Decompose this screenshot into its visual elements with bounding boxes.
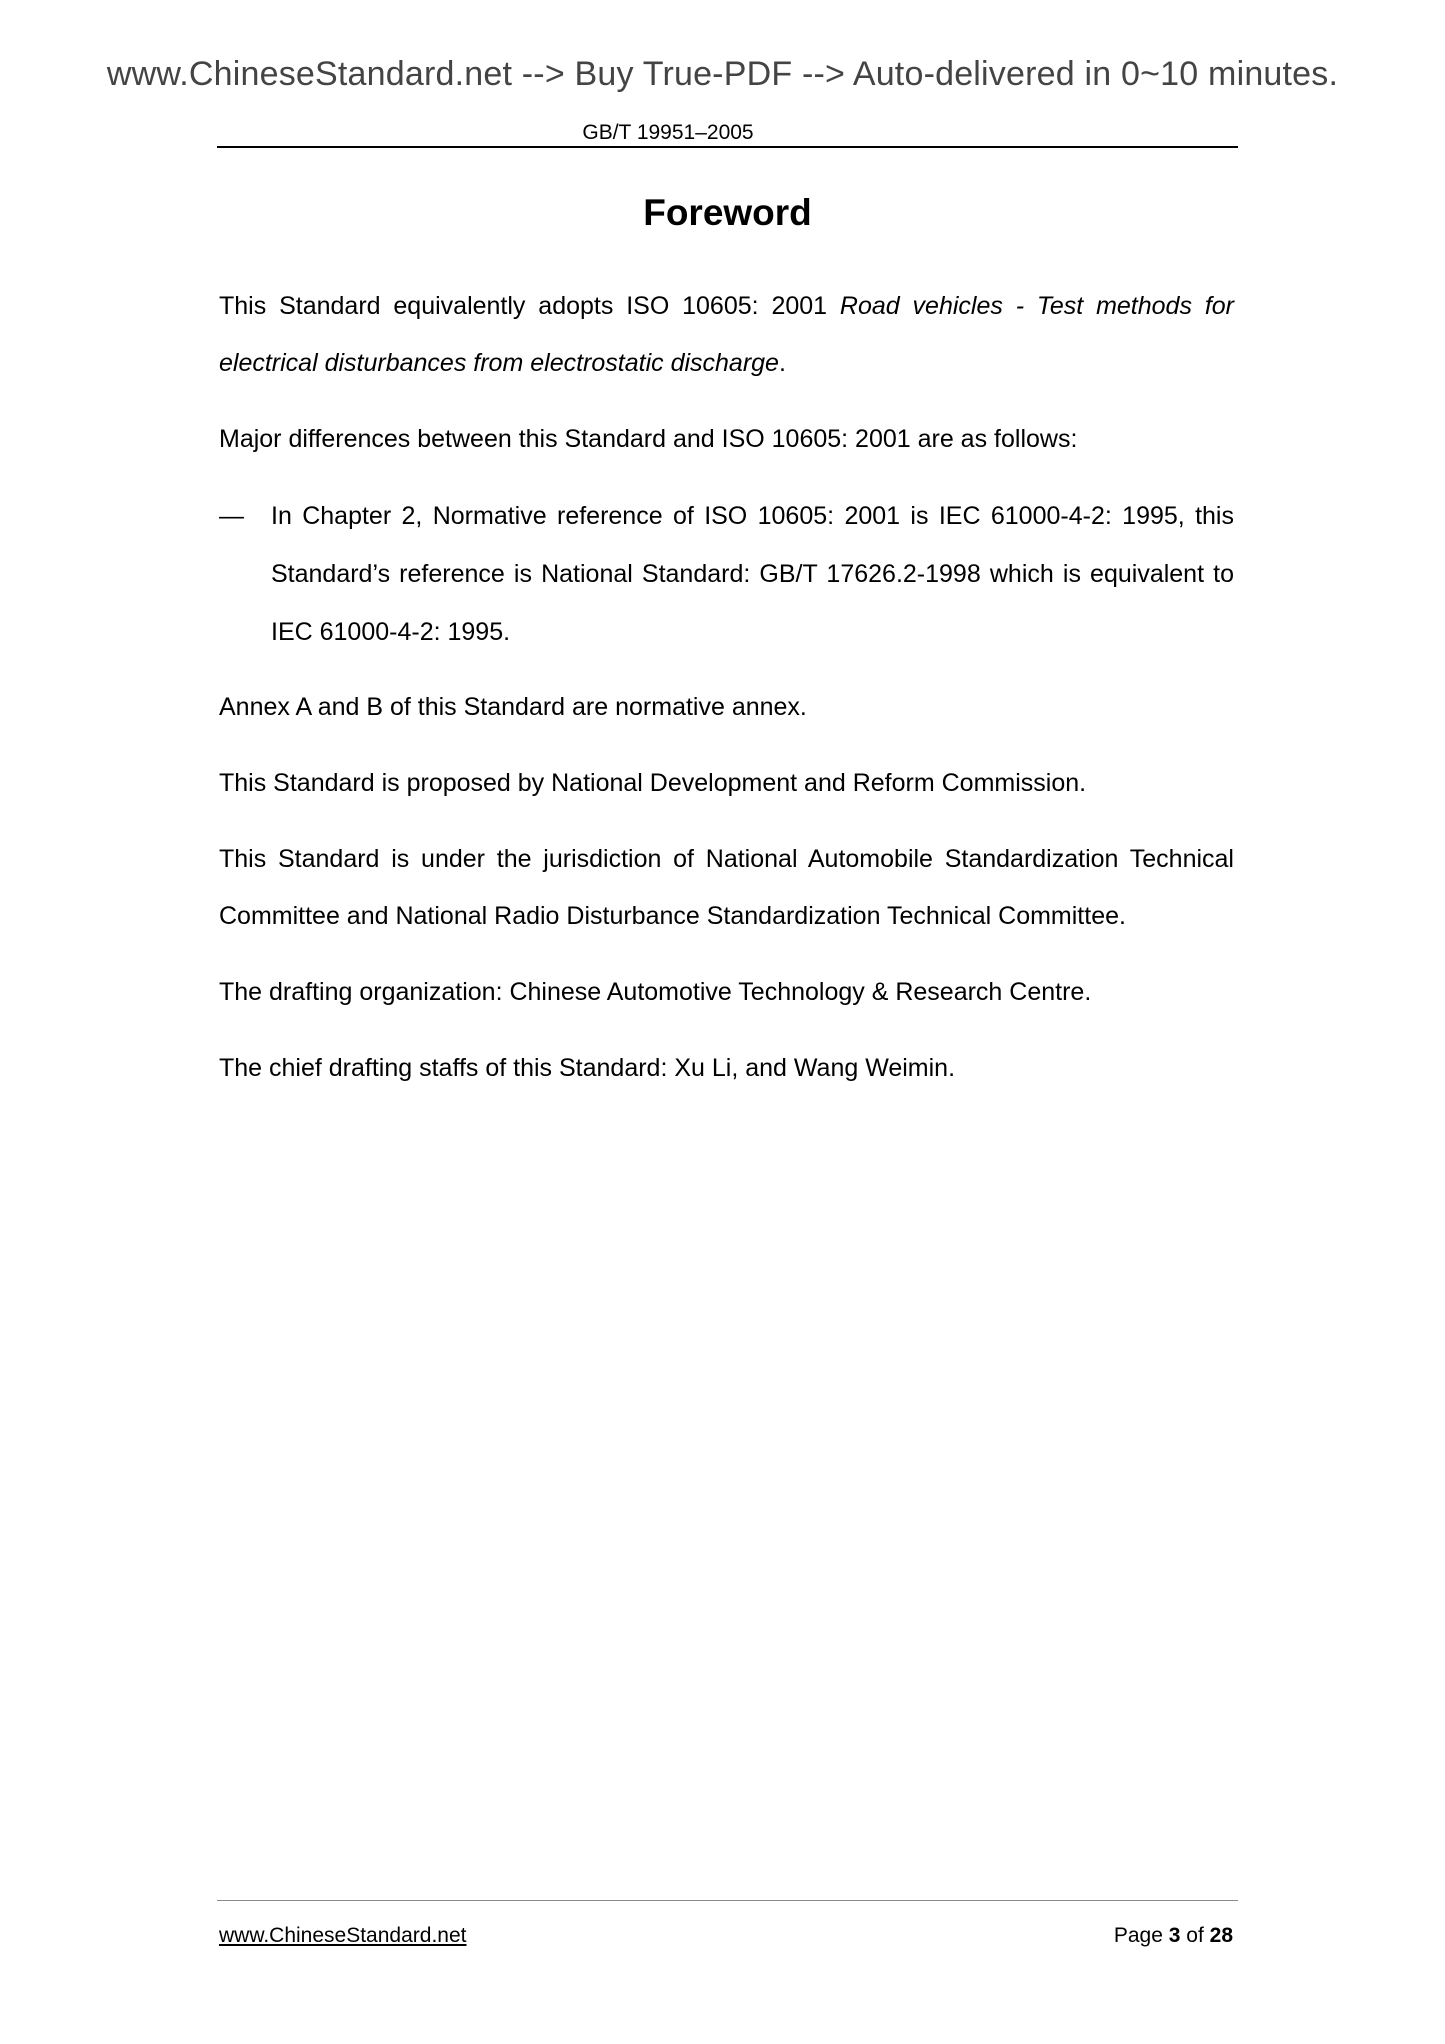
difference-list-item: [219, 487, 1234, 661]
paragraph-differences-intro: Major differences between this Standard and ISO 10605: 2001 are as follows:: [219, 425, 1078, 453]
page-title: Foreword: [643, 192, 812, 233]
footer-site-link[interactable]: www.ChineseStandard.net: [219, 1924, 467, 1947]
site-banner: www.ChineseStandard.net --> Buy True-PDF --> Auto-delivered in 0~10 minutes.: [106, 55, 1339, 93]
page-of: of: [1186, 1924, 1204, 1947]
dash-bullet: —: [219, 502, 244, 530]
standard-code: GB/T 19951–2005: [582, 121, 754, 144]
page-word: Page: [1113, 1924, 1163, 1947]
paragraph-adoption: [219, 278, 1234, 392]
header-divider: [217, 146, 1238, 148]
adoption-text: This Standard equivalently adopts ISO 10605: 2001: [219, 292, 840, 320]
paragraph-drafting-org: The drafting organization: Chinese Automotive Technology & Research Centre.: [219, 978, 1092, 1006]
paragraph-proposer: This Standard is proposed by National Development and Reform Commission.: [219, 769, 1087, 797]
page-total: 28: [1209, 1924, 1233, 1947]
paragraph-annex: Annex A and B of this Standard are normative annex.: [219, 693, 807, 721]
adoption-period: .: [778, 349, 786, 377]
page-number: [1114, 1924, 1233, 1948]
difference-text: In Chapter 2, Normative reference of ISO 10605: 2001 is IEC 61000-4-2: 1995, this Standard’s reference is National Standard: GB/T 17626.2-1998 which is equivalent to IEC 61000-4-2: 1995.: [271, 502, 1234, 646]
page-current: 3: [1168, 1924, 1181, 1947]
foreword-body: [219, 278, 1234, 1116]
footer-divider: [217, 1900, 1238, 1901]
paragraph-jurisdiction: This Standard is under the jurisdiction of National Automobile Standardization Technical Committee and National Radio Disturbance Standardization Technical Committee.: [219, 845, 1234, 930]
adopted-standard-title: Road vehicles - Test methods for electrical disturbances from electrostatic discharge: [219, 292, 1234, 377]
paragraph-drafting-staff: The chief drafting staffs of this Standard: Xu Li, and Wang Weimin.: [219, 1054, 956, 1082]
